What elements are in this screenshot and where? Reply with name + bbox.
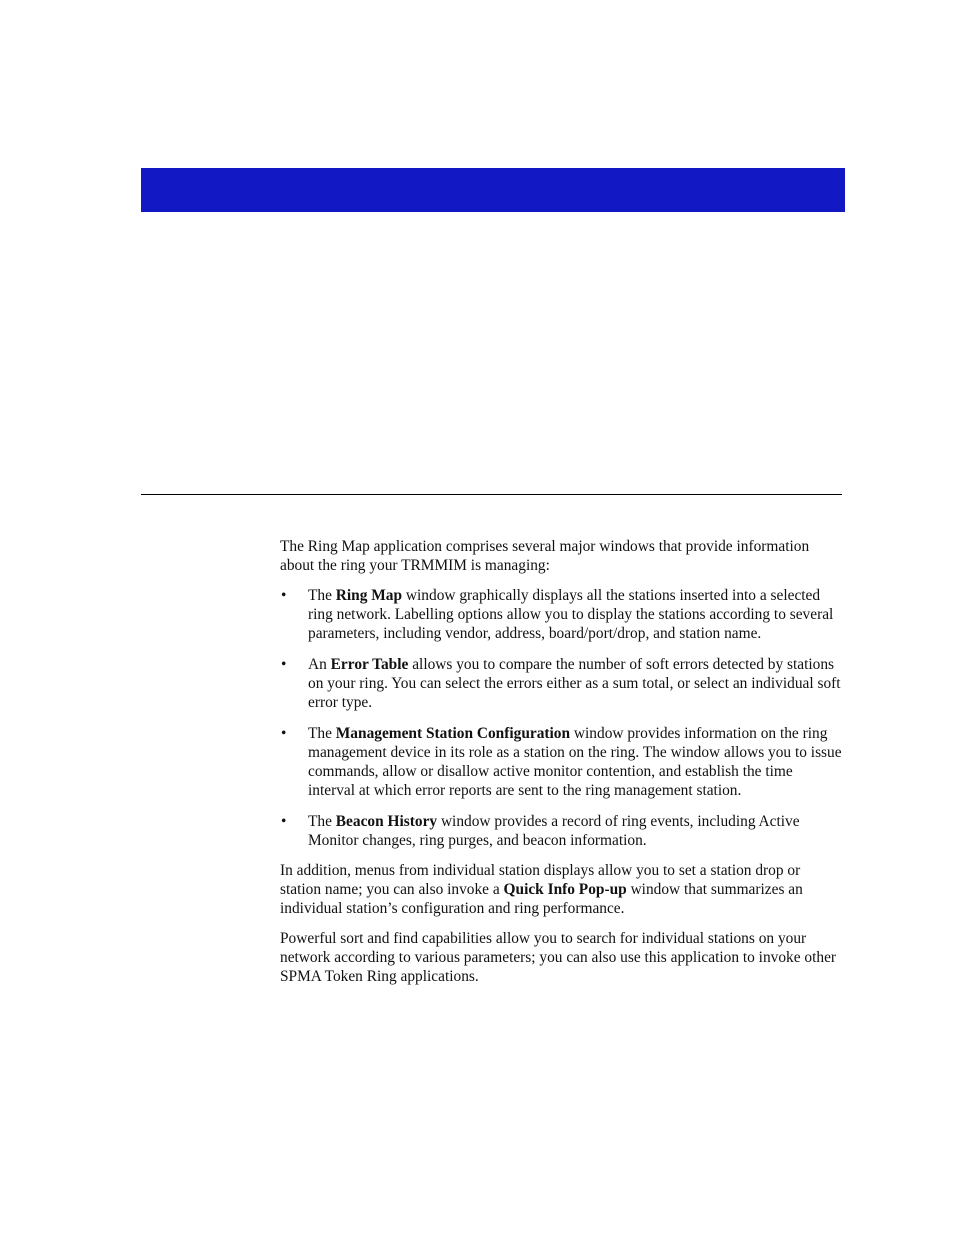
item-description: window provides a record of ring events, including Active Monitor changes, ring purges, and beacon information.	[308, 813, 800, 849]
bullet-icon: •	[281, 656, 287, 673]
item-description: allows you to compare the number of soft errors detected by stations on your ring. You can select the errors either as a sum total, or select an individual soft error type.	[308, 656, 841, 711]
item-term: Ring Map	[335, 587, 403, 604]
addition-term: Quick Info Pop-up	[503, 881, 627, 898]
item-description: window provides information on the ring management device in its role as a station on the ring. The window allows you to issue commands, allow or disallow active monitor contention, and establish the time interval at which error reports are sent to the ring management station.	[308, 725, 842, 799]
window-list	[280, 586, 842, 850]
section-divider	[141, 494, 842, 495]
body-text	[280, 537, 842, 997]
bullet-icon: •	[281, 587, 287, 604]
item-lead: The	[308, 587, 336, 604]
item-lead: The	[308, 813, 336, 830]
item-lead: An	[308, 656, 331, 673]
closing-paragraph: Powerful sort and find capabilities allow you to search for individual stations on your network according to various parameters; you can also use this application to invoke other SPMA Token Ring applications.	[280, 930, 837, 985]
bullet-icon: •	[281, 725, 287, 742]
intro-paragraph: The Ring Map application comprises several major windows that provide information about the ring your TRMMIM is managing:	[280, 538, 810, 574]
addition-rest: window that summarizes an individual station’s configuration and ring performance.	[280, 881, 803, 917]
list-item-beacon-history	[280, 812, 842, 850]
addition-lead: In addition, menus from individual station displays allow you to set a station drop or station name; you can also invoke a	[280, 862, 801, 898]
item-term: Management Station Configuration	[335, 725, 571, 742]
list-item-management-station	[280, 724, 842, 800]
list-item-error-table	[280, 655, 842, 712]
list-item-ring-map	[280, 586, 842, 643]
item-term: Beacon History	[335, 813, 438, 830]
addition-paragraph	[280, 861, 842, 918]
chapter-header-band	[141, 168, 845, 212]
item-description: window graphically displays all the stations inserted into a selected ring network. Labelling options allow you to display the stations according to several parameters, including vendor, address, board/port/drop, and station name.	[308, 587, 834, 642]
bullet-icon: •	[281, 813, 287, 830]
item-term: Error Table	[330, 656, 409, 673]
item-lead: The	[308, 725, 336, 742]
